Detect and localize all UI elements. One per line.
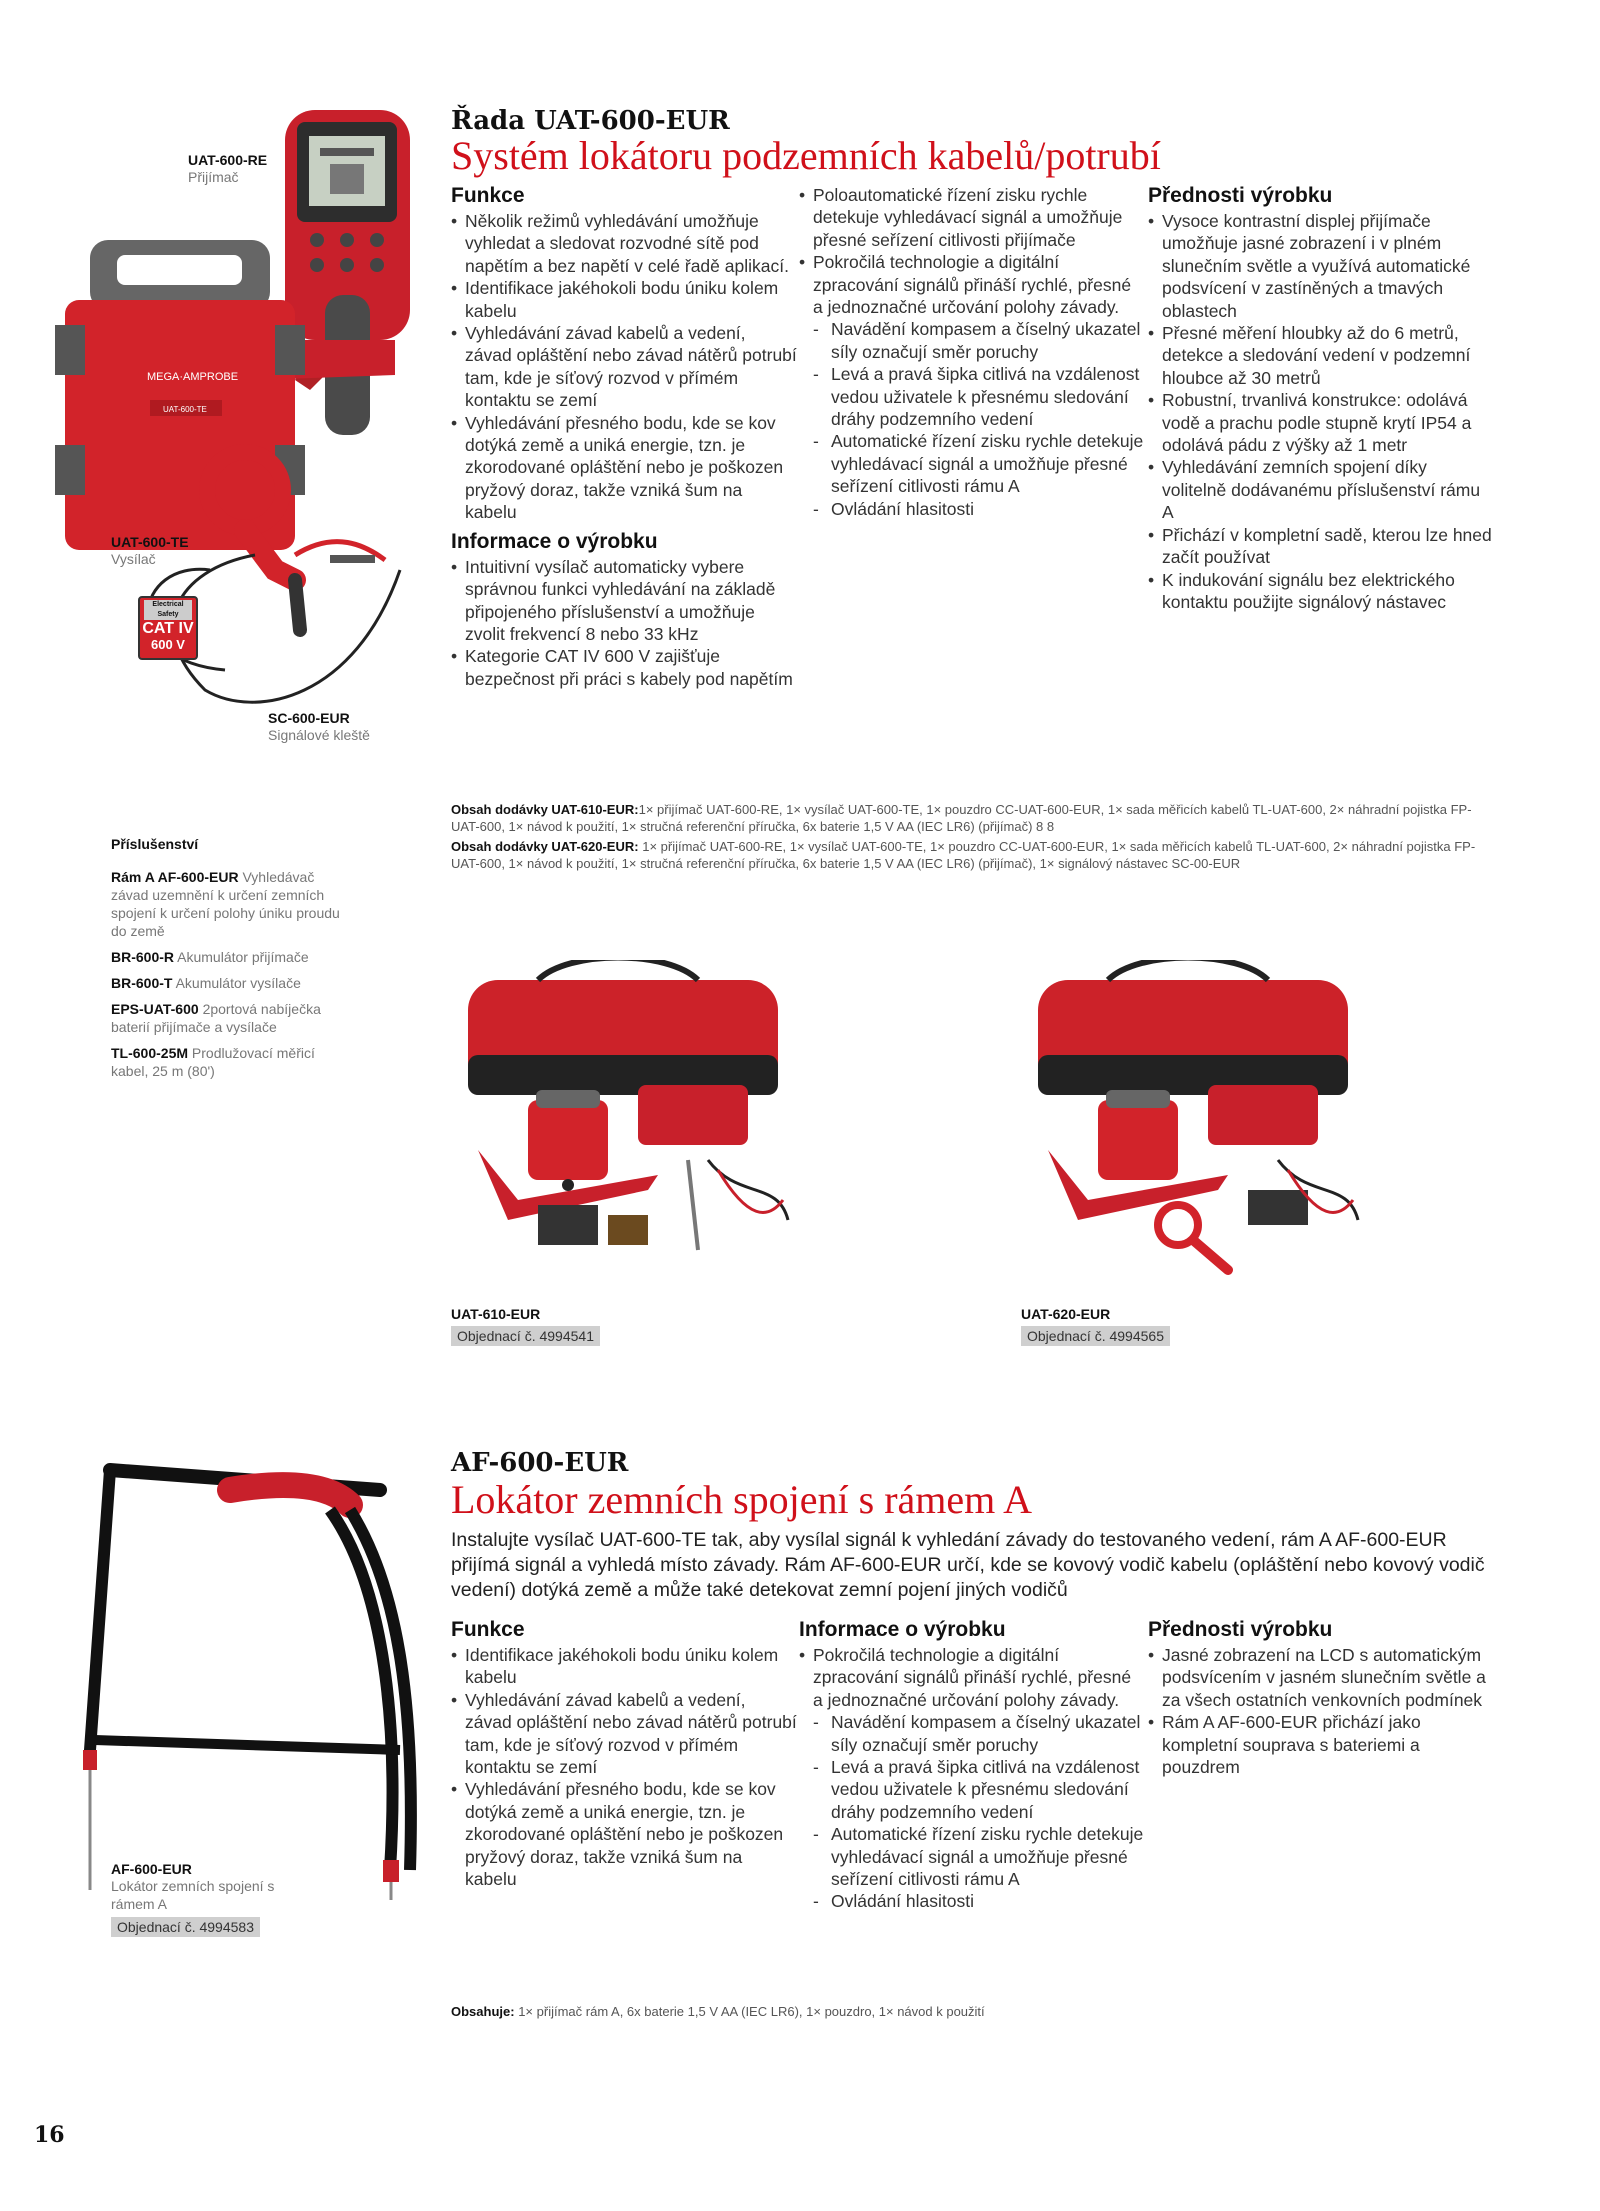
a-frame-image: [80, 1450, 440, 1900]
list-item: • Pokročilá technologie a digitální zpracování signálů přináší rychlé, přesné a jednoznačné určování polohy závady.: [799, 1644, 1145, 1711]
kit-610-order-number: Objednací č. 4994541: [451, 1326, 600, 1346]
sub-list-item: - Automatické řízení zisku rychle detekuje vyhledávací signál a umožňuje přesné seřízení citlivosti rámu A: [813, 430, 1145, 497]
list-item: • Vyhledávání přesného bodu, kde se kov dotýká země a uniká energie, tzn. je zkorodované opláštění nebo je poškozen pryžový doraz, takže vzniká šum na kabelu: [451, 1778, 797, 1890]
clamp-code: SC-600-EUR: [268, 710, 350, 726]
a-frame-desc: Lokátor zemních spojení s rámem A: [111, 1878, 275, 1912]
sub-list-item: - Automatické řízení zisku rychle detekuje vyhledávací signál a umožňuje přesné seřízení citlivosti rámu A: [813, 1823, 1145, 1890]
badge-main-text: CAT IV: [142, 620, 194, 637]
list-item: • Poloautomatické řízení zisku rychle detekuje vyhledávací signál a umožňuje přesné seřízení citlivosti přijímače: [799, 184, 1145, 251]
af-series-title: AF-600-EUR: [451, 1448, 629, 1478]
af-contents: [451, 2003, 1491, 2020]
list-item: • Intuitivní vysílač automaticky vybere správnou funkci vyhledávání na základě připojeného příslušenství a umožňuje zvolit frekvencí 8 nebo 33 kHz: [451, 556, 797, 646]
list-item: • Robustní, trvanlivá konstrukce: odolává vodě a prachu podle stupně krytí IP54 a odolává pádu z výšky až 1 metr: [1148, 389, 1494, 456]
transmitter-label: [111, 534, 189, 568]
list-item: • Vyhledávání závad kabelů a vedení, závad opláštění nebo závad nátěrů potrubí tam, kde je síťový rozvod v přímém kontaktu se zemí: [451, 322, 797, 412]
list-item: • Přesné měření hloubky až do 6 metrů, detekce a sledování vedení v podzemní hloubce až 30 metrů: [1148, 322, 1494, 389]
accessory-code: EPS-UAT-600: [111, 1001, 199, 1017]
top-column-1: [451, 184, 797, 690]
accessory-code: BR-600-T: [111, 975, 173, 991]
af-intro: Instalujte vysílač UAT-600-TE tak, aby vysílal signál k vyhledání závady do testovaného vedení, rám A AF-600-EUR přijímá signál a vyhledá místo závady. Rám AF-600-EUR určí, kde se kovový vodič kabelu (opláštění nebo kovový vodič vedení) dotýká země a může také detekovat zemní pojení jiných vodičů: [451, 1529, 1485, 1601]
kit-2-contents-text: 1× přijímač UAT-600-RE, 1× vysílač UAT-600-TE, 1× pouzdro CC-UAT-600-EUR, 1× sada měřicích kabelů TL-UAT-600, 2× náhradní pojistka FP-UAT-600, 1× návod k použití, 1× stručná referenční příručka, 6x baterie 1,5 V AA (IEC LR6) (přijímač), 1× signálový nástavec SC-00-EUR: [451, 839, 1476, 871]
kit-1-contents-label: Obsah dodávky UAT-610-EUR:: [451, 802, 639, 817]
list-item: • Identifikace jakéhokoli bodu úniku kolem kabelu: [451, 277, 797, 322]
list-item: • Přichází v kompletní sadě, kterou lze hned začít používat: [1148, 524, 1494, 569]
sub-list-item: - Ovládání hlasitosti: [813, 498, 1145, 520]
af-contents-label: Obsahuje:: [451, 2004, 515, 2019]
list-item: • Kategorie CAT IV 600 V zajišťuje bezpečnost při práci s kabely pod napětím: [451, 645, 797, 690]
accessory-code: TL-600-25M: [111, 1045, 189, 1061]
uat-600-product-image: [55, 100, 455, 710]
list-item: • Identifikace jakéhokoli bodu úniku kolem kabelu: [451, 1644, 797, 1689]
receiver-desc: Přijímač: [188, 169, 239, 185]
af-column-1: [451, 1618, 797, 1890]
accessories-heading: Příslušenství: [111, 836, 199, 852]
model-text: UAT-600-TE: [163, 405, 207, 414]
benefits-heading: Přednosti výrobku: [1148, 184, 1333, 207]
a-frame-code: AF-600-EUR: [111, 1861, 192, 1877]
accessory-item: [111, 1044, 351, 1080]
kit-2-contents: [451, 838, 1491, 872]
kit-610-label: [451, 1306, 600, 1346]
accessory-desc: Akumulátor vysílače: [175, 975, 301, 991]
features-heading: Funkce: [451, 184, 525, 207]
a-frame-label: [111, 1861, 311, 1937]
accessory-item: [111, 1000, 351, 1036]
kit-620-label: [1021, 1306, 1170, 1346]
top-column-2: [799, 184, 1145, 520]
transmitter-desc: Vysílač: [111, 551, 156, 567]
sub-list-item: - Levá a pravá šipka citlivá na vzdálenost vedou uživatele k přesnému sledování dráhy podzemního vedení: [813, 1756, 1145, 1823]
list-item: • Vyhledávání závad kabelů a vedení, závad opláštění nebo závad nátěrů potrubí tam, kde je síťový rozvod v přímém kontaktu se zemí: [451, 1689, 797, 1779]
accessory-code: Rám A AF-600-EUR: [111, 869, 239, 885]
list-item: • Jasné zobrazení na LCD s automatickým podsvícením v jasném slunečním světle a za všech ostatních venkovních podmínek: [1148, 1644, 1494, 1711]
list-item: • Vyhledávání zemních spojení díky volitelně dodávanému příslušenství rámu A: [1148, 456, 1494, 523]
sub-list-item: - Levá a pravá šipka citlivá na vzdálenost vedou uživatele k přesnému sledování dráhy podzemního vedení: [813, 363, 1145, 430]
accessory-item: [111, 948, 351, 966]
kit-2-contents-label: Obsah dodávky UAT-620-EUR:: [451, 839, 639, 854]
product-info-heading: Informace o výrobku: [451, 529, 658, 553]
receiver-code: UAT-600-RE: [188, 152, 268, 168]
list-item: • Vyhledávání přesného bodu, kde se kov dotýká země a uniká energie, tzn. je zkorodované opláštění nebo je poškozen pryžový doraz, takže vzniká šum na kabelu: [451, 412, 797, 524]
brand-logo-text: MEGA·AMPROBE: [147, 371, 239, 383]
af-features-heading: Funkce: [451, 1618, 525, 1641]
kit-620-order-number: Objednací č. 4994565: [1021, 1326, 1170, 1346]
accessory-item: [111, 974, 351, 992]
list-item: • K indukování signálu bez elektrického kontaktu použijte signálový nástavec: [1148, 569, 1494, 614]
list-item: • Rám A AF-600-EUR přichází jako kompletní souprava s bateriemi a pouzdrem: [1148, 1711, 1494, 1778]
accessories-sidebar: [111, 836, 351, 1088]
kit-1-contents-text: 1× přijímač UAT-600-RE, 1× vysílač UAT-600-TE, 1× pouzdro CC-UAT-600-EUR, 1× sada měřicích kabelů TL-UAT-600, 2× náhradní pojistka FP-UAT-600, 1× návod k použití, 1× stručná referenční příručka, 6x baterie 1,5 V AA (IEC LR6) (přijímač) 8 8: [451, 802, 1472, 834]
accessory-item: [111, 868, 351, 940]
delivery-contents: [451, 801, 1491, 872]
accessory-desc: Akumulátor přijímače: [177, 949, 309, 965]
kit-610-image: [448, 960, 798, 1300]
sub-list-item: - Navádění kompasem a číselný ukazatel síly označují směr poruchy: [813, 1711, 1145, 1756]
af-headline: Lokátor zemních spojení s rámem A: [451, 1477, 1032, 1522]
accessory-desc: Prodlužovací měřicí kabel, 25 m (80'): [111, 1045, 315, 1079]
kit-620-image: [1018, 960, 1368, 1300]
series-title: Řada UAT-600-EUR: [451, 106, 730, 136]
af-column-3: [1148, 1618, 1494, 1778]
kit-610-code: UAT-610-EUR: [451, 1306, 541, 1322]
clamp-desc: Signálové kleště: [268, 727, 370, 743]
list-item: • Vysoce kontrastní displej přijímače umožňuje jasné zobrazení i v plném slunečním světle a využívá automatické podsvícení v zastíněných a tmavých oblastech: [1148, 210, 1494, 322]
page-number: 16: [34, 2122, 65, 2148]
accessory-desc: 2portová nabíječka baterií přijímače a vysílače: [111, 1001, 321, 1035]
af-contents-text: 1× přijímač rám A, 6x baterie 1,5 V AA (IEC LR6), 1× pouzdro, 1× návod k použití: [518, 2004, 985, 2019]
kit-1-contents: [451, 801, 1491, 835]
transmitter-code: UAT-600-TE: [111, 534, 189, 550]
sub-list-item: - Navádění kompasem a číselný ukazatel síly označují směr poruchy: [813, 318, 1145, 363]
sub-list-item: - Ovládání hlasitosti: [813, 1890, 1145, 1912]
badge-top-text: Electrical Safety: [144, 600, 192, 620]
accessory-code: BR-600-R: [111, 949, 175, 965]
af-product-info-heading: Informace o výrobku: [799, 1618, 1006, 1641]
receiver-label: [188, 152, 267, 186]
kit-620-code: UAT-620-EUR: [1021, 1306, 1111, 1322]
list-item: • Několik režimů vyhledávání umožňuje vyhledat a sledovat rozvodné sítě pod napětím a bez napětí v celé řadě aplikací.: [451, 210, 797, 277]
badge-sub-text: 600 V: [151, 637, 185, 652]
page-headline: Systém lokátoru podzemních kabelů/potrubí: [451, 133, 1161, 178]
clamp-label: [268, 710, 370, 744]
list-item: • Pokročilá technologie a digitální zpracování signálů přináší rychlé, přesné a jednoznačné určování polohy závady.: [799, 251, 1145, 318]
a-frame-order-number: Objednací č. 4994583: [111, 1917, 260, 1937]
top-column-3: [1148, 184, 1494, 613]
af-benefits-heading: Přednosti výrobku: [1148, 1618, 1333, 1641]
cat-iv-badge: [138, 596, 198, 660]
transmitter-image: [55, 240, 305, 550]
af-column-2: [799, 1618, 1145, 1913]
accessory-desc: Vyhledávač závad uzemnění k určení zemních spojení k určení polohy úniku proudu do země: [111, 869, 340, 939]
